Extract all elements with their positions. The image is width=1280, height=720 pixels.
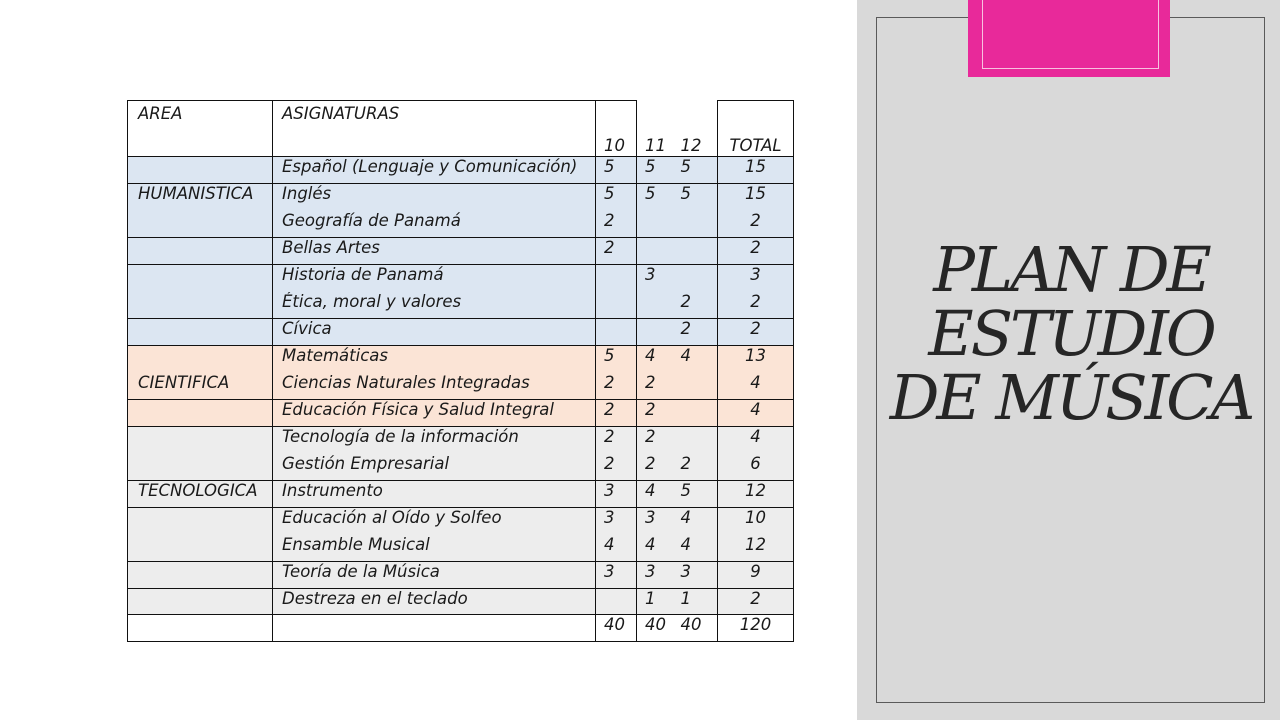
table-row <box>128 346 794 373</box>
header-grade-12: 12 <box>673 101 718 157</box>
row-grade-11 <box>637 292 673 319</box>
table-row <box>128 373 794 400</box>
table-row <box>128 562 794 589</box>
row-grade-10: 2 <box>596 373 637 400</box>
row-subject: Ciencias Naturales Integradas <box>273 373 596 400</box>
row-total: 4 <box>718 427 794 454</box>
row-grade-10: 5 <box>596 157 637 184</box>
row-total: 12 <box>718 481 794 508</box>
row-grade-11: 1 <box>637 589 673 615</box>
row-grade-10 <box>596 589 637 615</box>
table-row <box>128 157 794 184</box>
row-grade-12 <box>673 373 718 400</box>
row-grade-12: 5 <box>673 184 718 211</box>
row-area: TECNOLOGICA <box>128 481 273 508</box>
study-plan-table-container <box>127 100 793 641</box>
row-grade-10: 3 <box>596 481 637 508</box>
row-grade-10: 5 <box>596 184 637 211</box>
row-total: 2 <box>718 589 794 615</box>
row-grade-11: 4 <box>637 481 673 508</box>
table-row <box>128 454 794 481</box>
slide-title-line-2: ESTUDIO <box>928 297 1214 370</box>
header-row <box>128 101 794 157</box>
total-grade-11: 40 <box>637 615 673 642</box>
row-total: 12 <box>718 535 794 562</box>
row-subject: Inglés <box>273 184 596 211</box>
row-subject: Geografía de Panamá <box>273 211 596 238</box>
row-grade-12 <box>673 400 718 427</box>
row-grade-10: 2 <box>596 427 637 454</box>
row-area <box>128 508 273 535</box>
row-grade-12 <box>673 211 718 238</box>
slide-title-line-1: PLAN DE <box>933 233 1209 306</box>
table-row <box>128 481 794 508</box>
row-area <box>128 238 273 265</box>
row-grade-12: 4 <box>673 535 718 562</box>
row-grade-11: 3 <box>637 265 673 292</box>
row-grade-11: 3 <box>637 508 673 535</box>
row-grade-11 <box>637 238 673 265</box>
row-area <box>128 265 273 292</box>
row-subject: Tecnología de la información <box>273 427 596 454</box>
table-row <box>128 535 794 562</box>
row-grade-12: 5 <box>673 481 718 508</box>
row-subject: Educación al Oído y Solfeo <box>273 508 596 535</box>
row-area <box>128 292 273 319</box>
row-grade-12 <box>673 238 718 265</box>
row-area <box>128 157 273 184</box>
row-total: 3 <box>718 265 794 292</box>
row-area <box>128 454 273 481</box>
row-total: 13 <box>718 346 794 373</box>
row-grade-12 <box>673 265 718 292</box>
header-grade-10: 10 <box>596 101 637 157</box>
row-subject: Cívica <box>273 319 596 346</box>
row-total: 2 <box>718 211 794 238</box>
row-total: 2 <box>718 292 794 319</box>
table-row <box>128 427 794 454</box>
header-area: AREA <box>128 101 273 157</box>
row-total: 2 <box>718 319 794 346</box>
row-grade-12: 4 <box>673 508 718 535</box>
row-grade-10 <box>596 292 637 319</box>
table-row <box>128 265 794 292</box>
total-grade-12: 40 <box>673 615 718 642</box>
table-row <box>128 319 794 346</box>
row-total: 4 <box>718 400 794 427</box>
row-total: 6 <box>718 454 794 481</box>
row-subject: Ética, moral y valores <box>273 292 596 319</box>
row-grade-11: 5 <box>637 157 673 184</box>
row-area <box>128 211 273 238</box>
grand-total: 120 <box>718 615 794 642</box>
row-area <box>128 400 273 427</box>
row-subject: Destreza en el teclado <box>273 589 596 615</box>
row-grade-11 <box>637 319 673 346</box>
table-row <box>128 508 794 535</box>
row-grade-10: 2 <box>596 454 637 481</box>
row-total: 2 <box>718 238 794 265</box>
row-grade-12: 5 <box>673 157 718 184</box>
row-total: 10 <box>718 508 794 535</box>
totals-row <box>128 615 794 642</box>
row-subject: Gestión Empresarial <box>273 454 596 481</box>
row-grade-11: 2 <box>637 454 673 481</box>
row-grade-12: 2 <box>673 454 718 481</box>
row-grade-11: 4 <box>637 346 673 373</box>
row-grade-10 <box>596 319 637 346</box>
accent-block-frame <box>982 0 1159 69</box>
header-total: TOTAL <box>718 101 794 157</box>
row-grade-12: 2 <box>673 319 718 346</box>
row-area <box>128 427 273 454</box>
row-area <box>128 346 273 373</box>
row-area <box>128 589 273 615</box>
row-area <box>128 319 273 346</box>
row-total: 4 <box>718 373 794 400</box>
row-grade-10 <box>596 265 637 292</box>
study-plan-table <box>127 100 794 642</box>
row-grade-10: 5 <box>596 346 637 373</box>
row-area: CIENTIFICA <box>128 373 273 400</box>
row-grade-12: 2 <box>673 292 718 319</box>
header-subjects: ASIGNATURAS <box>273 101 596 157</box>
table-row <box>128 238 794 265</box>
row-total: 9 <box>718 562 794 589</box>
table-row <box>128 400 794 427</box>
table-row <box>128 184 794 211</box>
row-total: 15 <box>718 184 794 211</box>
row-grade-11 <box>637 211 673 238</box>
row-total: 15 <box>718 157 794 184</box>
table-row <box>128 211 794 238</box>
row-grade-11: 2 <box>637 427 673 454</box>
row-grade-11: 2 <box>637 373 673 400</box>
row-subject: Ensamble Musical <box>273 535 596 562</box>
row-grade-11: 4 <box>637 535 673 562</box>
row-subject: Instrumento <box>273 481 596 508</box>
header-grade-11: 11 <box>637 101 673 157</box>
row-subject: Matemáticas <box>273 346 596 373</box>
slide-title <box>880 233 1262 434</box>
row-grade-12: 4 <box>673 346 718 373</box>
total-grade-10: 40 <box>596 615 637 642</box>
row-grade-10: 4 <box>596 535 637 562</box>
table-row <box>128 589 794 615</box>
row-grade-10: 3 <box>596 562 637 589</box>
row-grade-10: 2 <box>596 238 637 265</box>
row-grade-11: 3 <box>637 562 673 589</box>
row-grade-10: 2 <box>596 400 637 427</box>
row-area: HUMANISTICA <box>128 184 273 211</box>
row-grade-12: 1 <box>673 589 718 615</box>
row-grade-10: 3 <box>596 508 637 535</box>
row-subject: Teoría de la Música <box>273 562 596 589</box>
row-subject: Educación Física y Salud Integral <box>273 400 596 427</box>
row-subject: Español (Lenguaje y Comunicación) <box>273 157 596 184</box>
row-grade-10: 2 <box>596 211 637 238</box>
row-subject: Historia de Panamá <box>273 265 596 292</box>
row-area <box>128 535 273 562</box>
row-grade-12: 3 <box>673 562 718 589</box>
table-row <box>128 292 794 319</box>
row-grade-11: 2 <box>637 400 673 427</box>
row-subject: Bellas Artes <box>273 238 596 265</box>
slide-title-line-3: DE MÚSICA <box>889 361 1253 434</box>
row-grade-11: 5 <box>637 184 673 211</box>
row-grade-12 <box>673 427 718 454</box>
row-area <box>128 562 273 589</box>
